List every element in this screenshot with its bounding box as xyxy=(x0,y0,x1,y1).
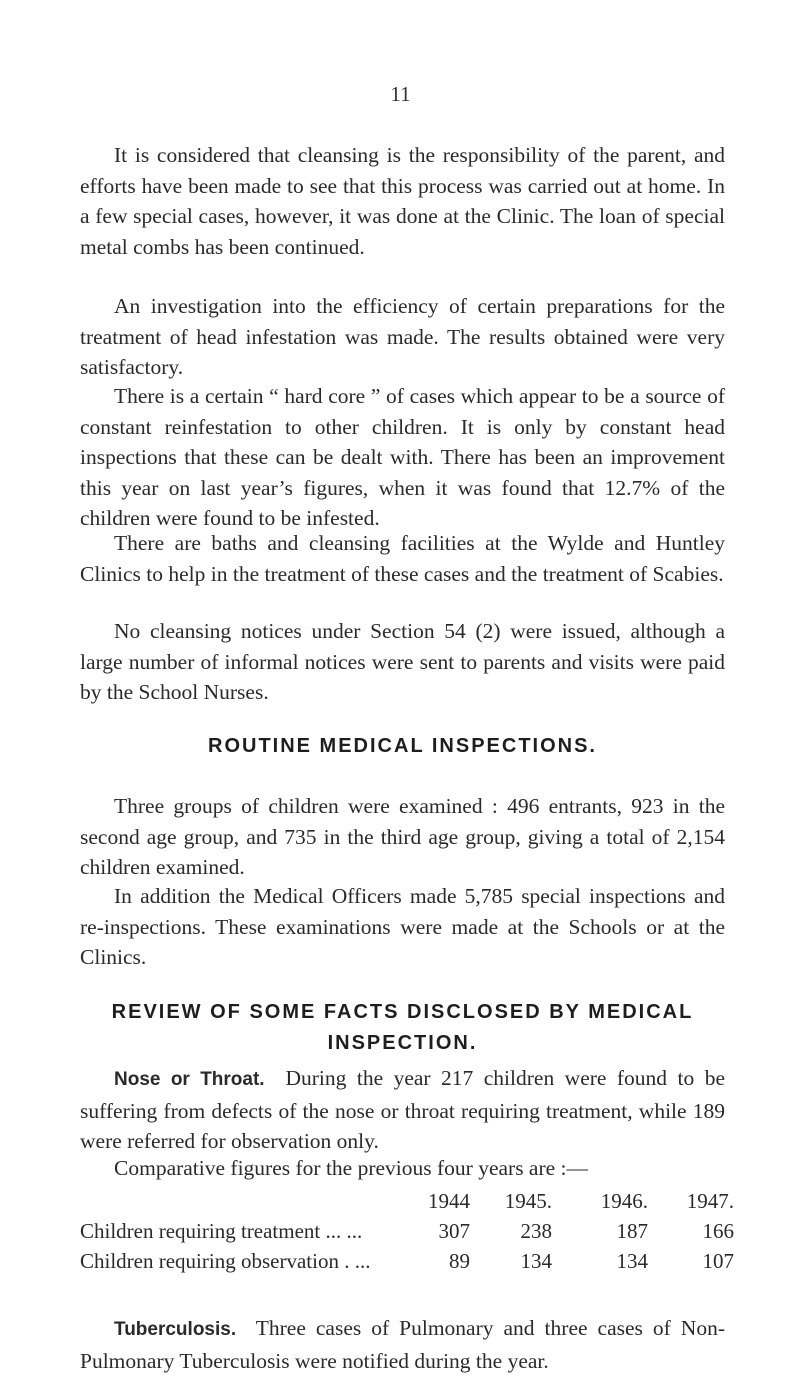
paragraph-text xyxy=(80,1313,725,1376)
year-header: 1944 xyxy=(428,1188,470,1213)
paragraph-text: An investigation into the efficiency of certain preparations for the treatment of head infestation was made. The results obtained were very satisfactory. xyxy=(80,294,725,379)
paragraph-special-inspections xyxy=(80,881,725,973)
comparative-table xyxy=(80,1186,734,1276)
table-row xyxy=(80,1216,734,1246)
table-row xyxy=(80,1246,734,1276)
table-cell: 307 xyxy=(438,1218,470,1243)
row-label: Children requiring treatment ... ... xyxy=(80,1218,363,1243)
tuberculosis-subheading: Tuberculosis. xyxy=(114,1319,237,1340)
tuberculosis-text: Three cases of Pulmonary and three cases of Non-Pulmonary Tuberculosis were notified during the year. xyxy=(80,1316,725,1373)
table-cell: 134 xyxy=(616,1248,648,1273)
paragraph-text: Comparative figures for the previous four years are :— xyxy=(114,1156,589,1180)
year-header: 1946. xyxy=(600,1188,648,1213)
table-cell: 238 xyxy=(520,1218,552,1243)
paragraph-text: In addition the Medical Officers made 5,785 special inspections and re-inspections. These examinations were made at the Schools or at the Clinics. xyxy=(80,884,725,969)
paragraph-investigation xyxy=(80,291,725,383)
paragraph-text xyxy=(80,1063,725,1157)
heading-routine-medical-inspections: ROUTINE MEDICAL INSPECTIONS. xyxy=(208,735,597,757)
table-cell: 187 xyxy=(616,1218,648,1243)
nose-throat-text: During the year 217 children were found to be suffering from defects of the nose or throat requiring treatment, while 189 were referred for observation only. xyxy=(80,1066,725,1153)
paragraph-tuberculosis xyxy=(80,1313,725,1376)
table-cell: 134 xyxy=(520,1248,552,1273)
nose-throat-subheading: Nose or Throat. xyxy=(114,1069,265,1090)
paragraph-notices xyxy=(80,616,725,708)
paragraph-text: There is a certain “ hard core ” of cases which appear to be a source of constant reinfestation to other children. It is only by constant head inspections that these can be dealt with. There has been an improvement this year on last year’s figures, when it was found that 12.7% of the children were found to be infested. xyxy=(80,384,725,530)
table-cell: 166 xyxy=(702,1218,734,1243)
paragraph-nose-throat xyxy=(80,1063,725,1157)
paragraph-text: There are baths and cleansing facilities at the Wylde and Huntley Clinics to help in the treatment of these cases and the treatment of Scabies. xyxy=(80,531,725,586)
paragraph-text: Three groups of children were examined : 496 entrants, 923 in the second age group, and 735 in the third age group, giving a total of 2,154 children examined. xyxy=(80,794,725,879)
heading-review xyxy=(80,1001,725,1055)
paragraph-text: It is considered that cleansing is the responsibility of the parent, and efforts have been made to see that this process was carried out at home. In a few special cases, however, it was done at the Clinic. The loan of special metal combs has been continued. xyxy=(80,143,725,259)
paragraph-hard-core xyxy=(80,381,725,534)
paragraph-comparative xyxy=(80,1153,725,1184)
year-header: 1945. xyxy=(504,1188,552,1213)
heading-review-line1: REVIEW OF SOME FACTS DISCLOSED BY MEDICAL xyxy=(111,1001,694,1023)
table-cell: 107 xyxy=(702,1248,734,1273)
table-cell: 89 xyxy=(449,1248,470,1273)
paragraph-text: No cleansing notices under Section 54 (2) were issued, although a large number of informal notices were sent to parents and visits were paid by the School Nurses. xyxy=(80,619,725,704)
paragraph-baths xyxy=(80,528,725,589)
paragraph-groups-examined xyxy=(80,791,725,883)
row-label: Children requiring observation . ... xyxy=(80,1248,371,1273)
paragraph-cleansing xyxy=(80,140,725,262)
year-header: 1947. xyxy=(686,1188,734,1213)
page-number: 11 xyxy=(390,82,411,106)
table-header-row xyxy=(80,1186,734,1216)
heading-review-line2: INSPECTION. xyxy=(327,1032,478,1054)
